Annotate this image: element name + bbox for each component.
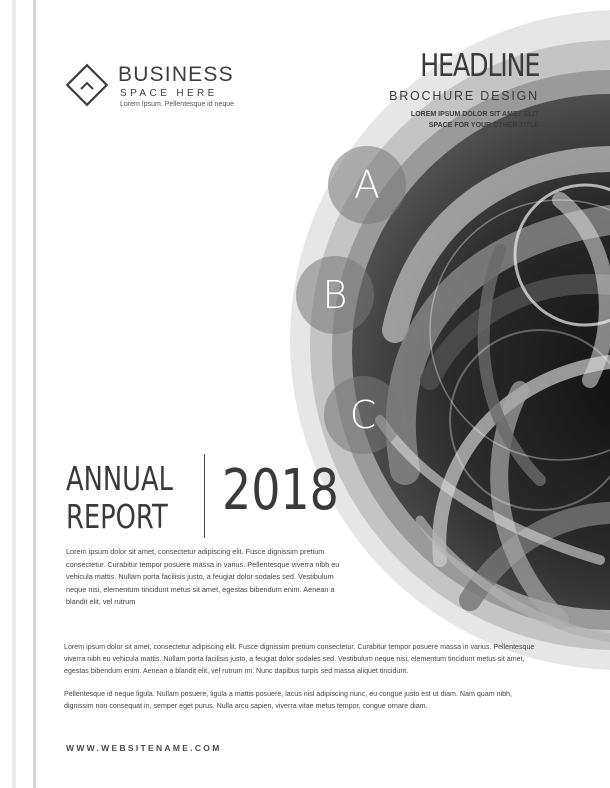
brand-name: BUSINESS — [118, 63, 234, 86]
report-label-line-1: ANNUAL — [66, 459, 173, 498]
report-label — [66, 459, 173, 536]
diamond-chevron-icon — [64, 62, 110, 108]
sub-headline: BROCHURE DESIGN — [389, 89, 539, 103]
body-paragraph-2: Pellentesque id neque ligula. Nullam posuere, ligula a mattis posuere, lacus nisl adipiscing nunc, eu congue justo est ut diam. Nam quam nibh, dignissim non consequat in, semper eget purus. Nulla arcu sapien, viverra vitae metus tempor, congue ornare diam. — [64, 690, 512, 711]
intro-paragraph: Lorem ipsum dolor sit amet, consectetur adipiscing elit. Fusce dignissim pretium consectetur. Curabitur tempor posuere massa in varius. Pellentesque viverra nibh eu vehicula mattis. Nullam porta facilisis justo, a feugiat dolor sodales sed. Vestibulum neque nisi, elementum tincidunt metus sit amet, egestas bibendum enim. Aenean a blandit elit, vel rutrum — [66, 547, 340, 606]
tagline-line-2: SPACE FOR YOUR OTHER TITLE — [428, 122, 539, 129]
bubble-a: A — [328, 146, 406, 224]
bubble-b: B — [296, 256, 374, 334]
report-label-line-2: REPORT — [66, 497, 168, 536]
brand-subtitle: SPACE HERE — [120, 88, 218, 99]
bubble-c: C — [324, 376, 402, 454]
website-url[interactable]: WWW.WEBSITENAME.COM — [66, 743, 222, 753]
brand-tagline: Lorem Ipsum. Pellentesque id neque — [120, 101, 235, 108]
title-divider — [204, 454, 205, 538]
body-paragraph-1: Lorem ipsum dolor sit amet, consectetur adipiscing elit. Fusce dignissim pretium consectetur. Curabitur tempor posuere massa in varius. Pellentesque viverra nibh eu vehicula mattis. Nullam porta facilisis justo, a feugiat dolor sodales sed. Vestibulum neque nisi, elementum tincidunt metus sit amet, egestas bibendum enim. Aenean a blandit elit, vel rutrum mi. Nunc dapibus turpis sed massa aliquet tincidunt. — [64, 643, 535, 676]
report-year: 2018 — [222, 458, 339, 523]
tagline-line-1: LOREM IPSUM DOLOR SIT AMET ELIT — [410, 111, 539, 118]
header-tagline — [411, 109, 539, 131]
headline: HEADLINE — [419, 48, 539, 84]
